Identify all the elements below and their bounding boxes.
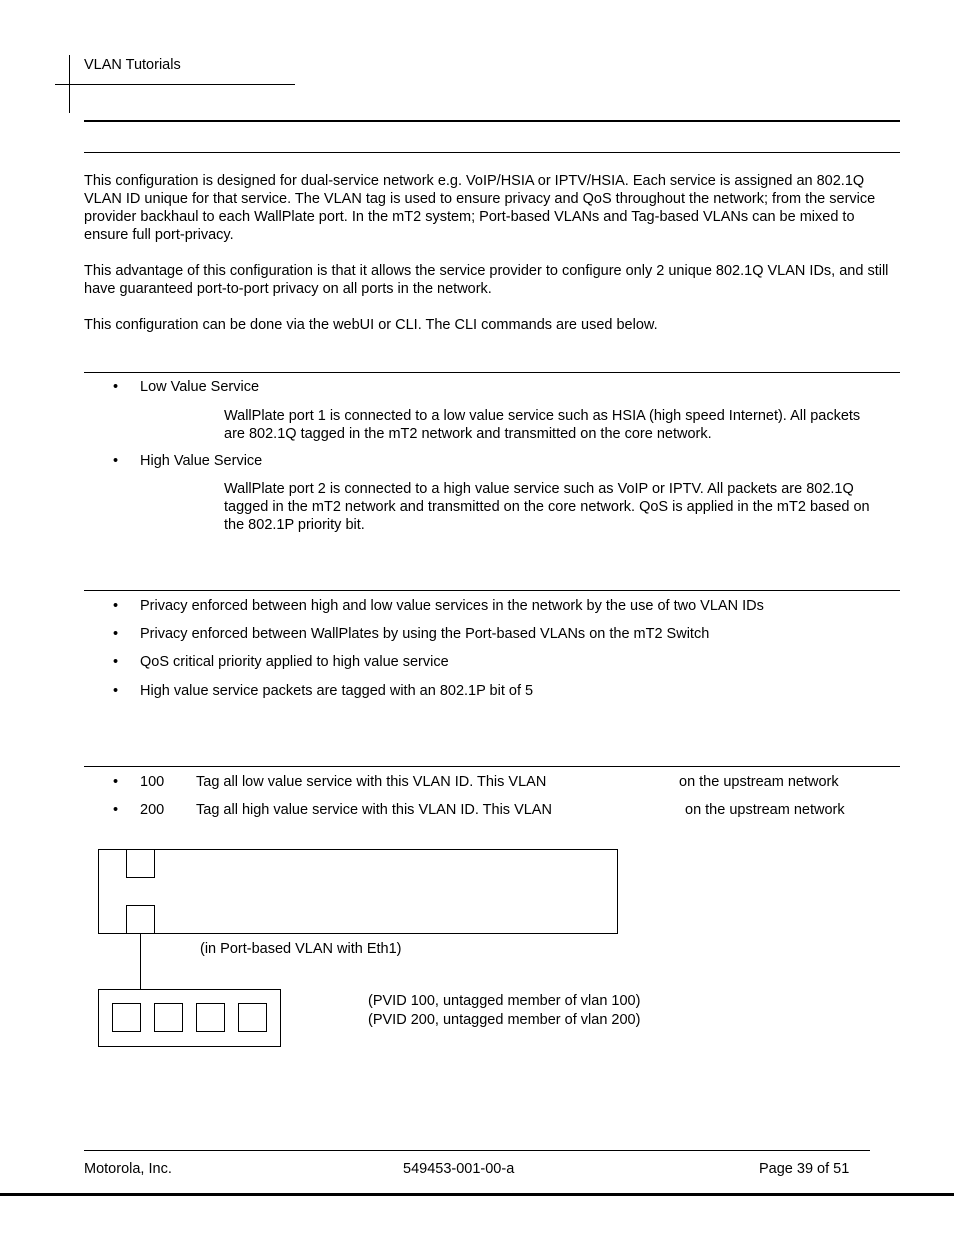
intro-paragraph: This configuration is designed for dual-service network e.g. VoIP/HSIA or IPTV/HSIA. Each service is assigned an 802.1Q VLAN ID unique for that service. The VLAN tag is used to ensure privacy and QoS throughout the network; from the service provider backhaul to each WallPlate port. In the mT2 system; Port-based VLANs and Tag-based VLANs can be mixed to ensure full port-privacy. <box>84 173 876 243</box>
bullet-icon: • <box>113 683 119 699</box>
bullet-icon: • <box>113 802 119 818</box>
vlan-id: 100 <box>140 774 165 790</box>
footer-rule <box>84 1150 870 1151</box>
wallplate-port <box>112 1003 141 1032</box>
vlan-suffix: on the upstream network <box>679 774 839 790</box>
port-vlan-note: (in Port-based VLAN with Eth1) <box>200 941 402 957</box>
service-description: WallPlate port 1 is connected to a low value service such as HSIA (high speed Internet). All packets are 802.1Q tagged in the mT2 network and transmitted on the core network. <box>224 408 861 442</box>
footer-page-number: Page 39 of 51 <box>759 1161 850 1177</box>
intro-paragraph: This advantage of this configuration is that it allows the service provider to configure only 2 unique 802.1Q VLAN IDs, and still have guaranteed port-to-port privacy on all ports in the network. <box>84 263 889 297</box>
bullet-icon: • <box>113 379 119 395</box>
vlan-suffix: on the upstream network <box>685 802 845 818</box>
wallplate-port <box>154 1003 183 1032</box>
service-description: WallPlate port 2 is connected to a high value service such as VoIP or IPTV. All packets are 802.1Q tagged in the mT2 network and transmitted on the core network. QoS is applied in the mT2 based on the 802.1P priority bit. <box>224 481 870 533</box>
bullet-icon: • <box>113 654 119 670</box>
bullet-icon: • <box>113 774 119 790</box>
service-label: High Value Service <box>140 453 263 469</box>
pvid-line: (PVID 100, untagged member of vlan 100) <box>368 993 641 1009</box>
footer-rule-thick <box>0 1193 954 1196</box>
feature-item: Privacy enforced between WallPlates by using the Port-based VLANs on the mT2 Switch <box>140 626 710 642</box>
switch-port-lower <box>126 905 155 934</box>
feature-item: QoS critical priority applied to high value service <box>140 654 449 670</box>
intro-paragraph: This configuration can be done via the webUI or CLI. The CLI commands are used below. <box>84 317 658 333</box>
feature-item: High value service packets are tagged with an 802.1P bit of 5 <box>140 683 534 699</box>
crop-mark-horizontal <box>55 84 295 85</box>
service-label: Low Value Service <box>140 379 260 395</box>
vlan-description: Tag all high value service with this VLAN ID. This VLAN <box>196 802 552 818</box>
switch-port-upper <box>126 849 155 878</box>
header-rule-thick <box>84 120 900 122</box>
vlan-id: 200 <box>140 802 165 818</box>
section-rule <box>84 372 900 373</box>
wallplate-port <box>196 1003 225 1032</box>
section-rule <box>84 590 900 591</box>
header-rule-thin <box>84 152 900 153</box>
switch-box <box>98 849 618 934</box>
header-section-title: VLAN Tutorials <box>84 57 181 73</box>
footer-doc-number: 549453-001-00-a <box>403 1161 515 1177</box>
vlan-description: Tag all low value service with this VLAN ID. This VLAN <box>196 774 547 790</box>
bullet-icon: • <box>113 598 119 614</box>
section-rule <box>84 766 900 767</box>
bullet-icon: • <box>113 626 119 642</box>
connector-line <box>140 933 141 990</box>
bullet-icon: • <box>113 453 119 469</box>
footer-company: Motorola, Inc. <box>84 1161 172 1177</box>
pvid-line: (PVID 200, untagged member of vlan 200) <box>368 1012 641 1028</box>
wallplate-port <box>238 1003 267 1032</box>
feature-item: Privacy enforced between high and low value services in the network by the use of two VLAN IDs <box>140 598 764 614</box>
